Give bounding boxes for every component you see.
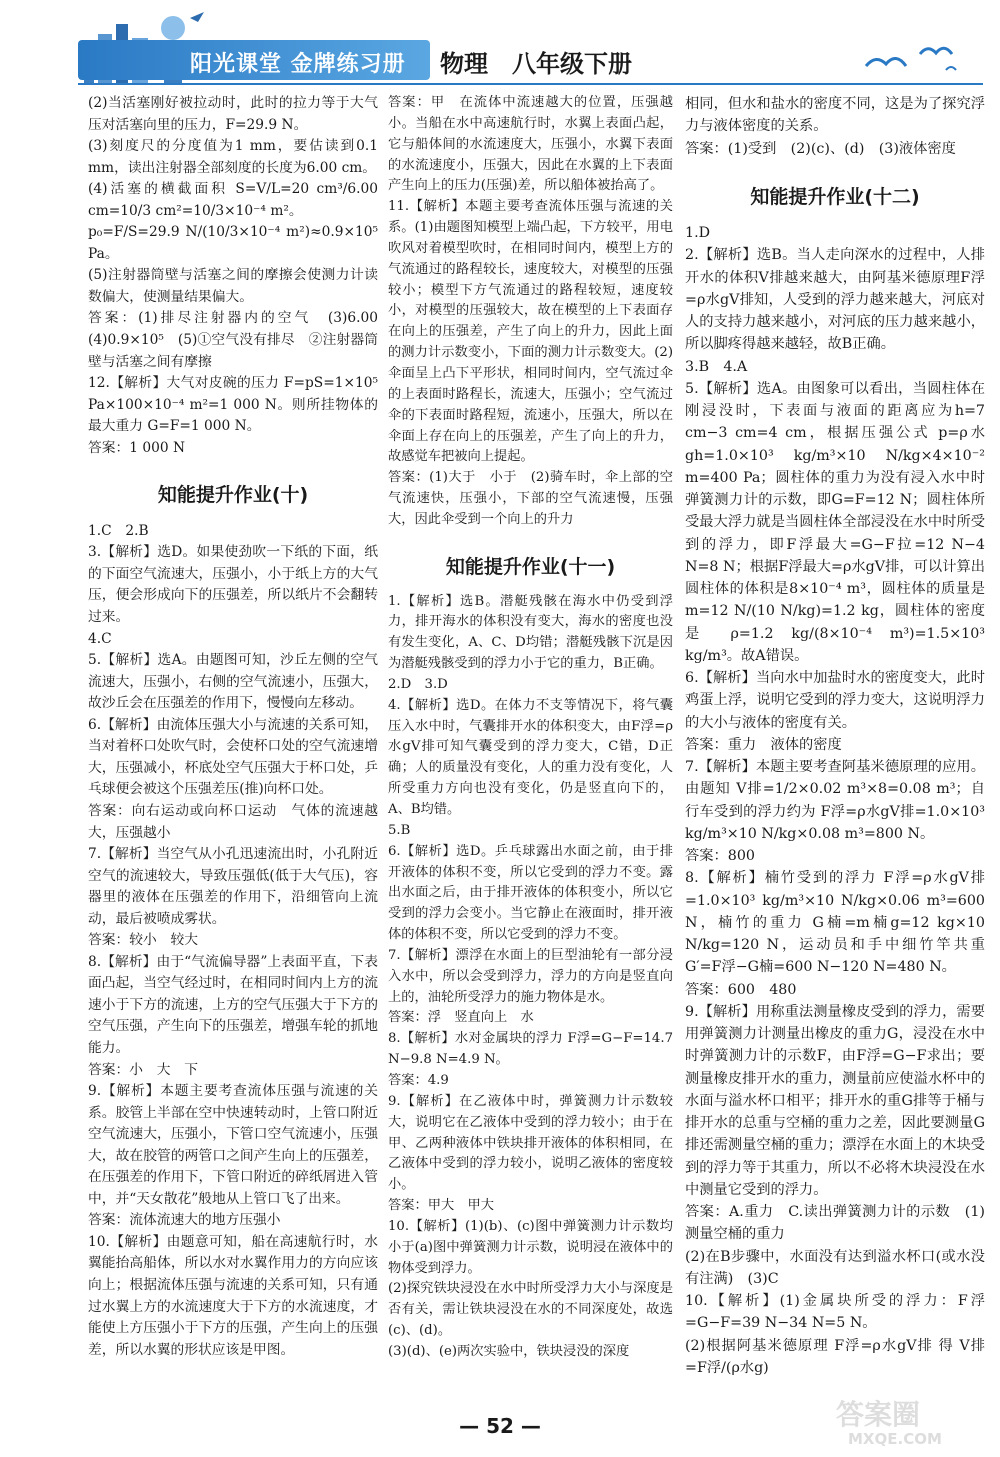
answer-paragraph: 2.D 3.D xyxy=(388,676,448,692)
answer-paragraph: 相同，但水和盐水的密度不同，这是为了探究浮力与液体密度的关系。 xyxy=(685,96,985,135)
svg-text:MXQE.COM: MXQE.COM xyxy=(848,1430,942,1448)
answer-paragraph: 5.【解析】选A。由图象可以看出，当圆柱体在刚浸没时，下表面与液面的距离应为h=7 cm−3 cm=4 cm，根据压强公式 p=ρ水gh=1.0×10³ kg/m³×10 N/kg×4×10⁻² m=400 Pa；圆柱体的重力为没有浸入水中时弹簧测力计的示数，即G=F=12 N；圆柱体所受最大浮力就是当圆柱体全部浸没在水中时所受到的浮力，即F浮最大=G−F拉=12 N−4 N=8 N；根据F浮最大=ρ水gV排，可以计算出圆柱体的体积是8×10⁻⁴ m³，圆柱体的质量是 m=12 N/(10 N/kg)=1.2 kg，圆柱体的密度是 ρ=1.2 kg/(8×10⁻⁴ m³)=1.5×10³ kg/m³。故A错误。 xyxy=(685,380,985,664)
answer-paragraph: (3)(d)、(e)两次实验中，铁块浸没的深度 xyxy=(388,1343,630,1359)
answer-paragraph: 答案：(1)大于 小于 (2)骑车时，伞上部的空气流速快，压强小，下部的空气流速慢，压强大，因此伞受到一个向上的升力 xyxy=(388,470,673,527)
answer-paragraph: 4.C xyxy=(88,630,112,647)
answer-paragraph: 答案：向右运动或向杯口运动 气体的流速越大，压强越小 xyxy=(88,802,378,841)
answer-paragraph: 答案：4.9 xyxy=(388,1072,449,1088)
answer-paragraph: 7.【解析】当空气从小孔迅速流出时，小孔附近空气的流速较大，导致压强低(低于大气压)，容器里的液体在压强差的作用下，沿细管向上流动，最后被喷成雾状。 xyxy=(88,846,378,927)
answer-paragraph: 9.【解析】在乙液体中时，弹簧测力计示数较大，说明它在乙液体中受到的浮力较小；由于在甲、乙两种液体中铁块排开液体的体积相同，在乙液体中受到的浮力较小，说明乙液体的密度较小。 xyxy=(388,1093,673,1193)
brand-title: 阳光课堂 金牌练习册 xyxy=(190,52,406,77)
flying-birds-icon xyxy=(860,40,970,76)
answer-paragraph: 答案：较小 较大 xyxy=(88,932,199,949)
answer-paragraph: 12.【解析】大气对皮碗的压力 F=pS=1×10⁵ Pa×100×10⁻⁴ m²=1 000 N。则所挂物体的最大重力 G=F=1 000 N。 xyxy=(88,375,378,435)
answer-paragraph: (5)注射器筒壁与活塞之间的摩擦会使测力计读数偏大，使测量结果偏大。 xyxy=(88,267,378,305)
header-rule xyxy=(78,83,983,85)
answer-paragraph: (4)活塞的横截面积 S=V/L=20 cm³/6.00 cm=10/3 cm²=10/3×10⁻⁴ m²。 xyxy=(88,181,378,219)
column-middle xyxy=(388,93,673,1363)
answer-paragraph: (2)当活塞刚好被拉动时，此时的拉力等于大气压对活塞向里的压力，F=29.9 N。 xyxy=(88,95,378,133)
answer-paragraph: 8.【解析】楠竹受到的浮力 F浮=ρ水gV排=1.0×10³ kg/m³×10 N/kg×0.06 m³=600 N，楠竹的重力 G楠=m楠g=12 kg×10 N/kg=120 N，运动员和手中细竹竿共重 G′=F浮−G楠=600 N−120 N=480 N。 xyxy=(685,870,985,976)
answer-paragraph: 10.【解析】(1)(b)、(c)图中弹簧测力计示数均小于(a)图中弹簧测力计示数，说明浸在液体中的物体受到浮力。 xyxy=(388,1218,673,1276)
answer-paragraph: 答案：600 480 xyxy=(685,981,797,998)
answer-paragraph: 3.B 4.A xyxy=(685,358,748,375)
answer-paragraph: 4.【解析】选D。在体力不支等情况下，将气囊压入水中时，气囊排开水的体积变大，由F浮=ρ水gV排可知气囊受到的浮力变大，C错，D正确；人的质量没有变化，人的重力没有变化，人所受重力方向也没有变化，仍是竖直向下的，A、B均错。 xyxy=(388,697,673,817)
section-heading: 知能提升作业(十二) xyxy=(750,185,920,208)
answer-paragraph: 2.【解析】选B。当人走向深水的过程中，人排开水的体积V排越来越大，由阿基米德原理F浮=ρ水gV排知，人受到的浮力越来越大，河底对人的支持力越来越小，对河底的压力越来越小，所以脚疼得越来越轻，故B正确。 xyxy=(685,247,985,353)
answer-paragraph: 7.【解析】漂浮在水面上的巨型油轮有一部分浸入水中，所以会受到浮力，浮力的方向是竖直向上的，油轮所受浮力的施力物体是水。 xyxy=(388,947,673,1005)
answer-paragraph: 8.【解析】由于“气流偏导器”上表面平直，下表面凸起，当空气经过时，在相同时间内上方的流速小于下方的流速，上方的空气压强大于下方的空气压强，产生向下的压强差，增强车轮的抓地能力。 xyxy=(88,953,378,1056)
section-heading: 知能提升作业(十一) xyxy=(445,555,616,578)
answer-paragraph: 答案：浮 竖直向上 水 xyxy=(388,1010,534,1026)
answer-paragraph: 答案：甲大 甲大 xyxy=(388,1198,495,1214)
answer-paragraph: 10.【解析】由题意可知，船在高速航行时，水翼能抬高船体，所以水对水翼作用力的方向应该向上；根据流体压强与流速的关系可知，只有通过水翼上方的水流速度大于下方的水流速度，才能使上方压强小于下方的压强，产生向上的压强差，所以水翼的形状应该是甲图。 xyxy=(88,1233,378,1358)
answer-paragraph: 10.【解析】(1)金属块所受的浮力：F浮=G−F=39 N−34 N=5 N。 xyxy=(685,1293,985,1332)
section-heading: 知能提升作业(十) xyxy=(157,484,309,507)
svg-text:答案圈: 答案圈 xyxy=(836,1398,921,1431)
answer-paragraph: 8.【解析】水对金属块的浮力 F浮=G−F=14.7 N−9.8 N=4.9 N。 xyxy=(388,1031,673,1068)
answer-paragraph: 1.【解析】选B。潜艇残骸在海水中仍受到浮力，排开海水的体积没有变大，海水的密度也没有发生变化，A、C、D均错；潜艇残骸下沉是因为潜艇残骸受到的浮力小于它的重力，B正确。 xyxy=(388,593,673,672)
answer-paragraph: 6.【解析】当向水中加盐时水的密度变大，此时鸡蛋上浮，说明它受到的浮力变大，这说明浮力的大小与液体的密度有关。 xyxy=(685,670,985,731)
answer-paragraph: 答案：800 xyxy=(685,848,755,864)
answer-paragraph: 1.D xyxy=(685,225,711,241)
answer-paragraph: (2)在B步骤中，水面没有达到溢水杯口(或水没有注满) (3)C xyxy=(685,1248,985,1287)
answer-paragraph: 答案：1 000 N xyxy=(88,439,186,456)
answer-paragraph: 7.【解析】本题主要考查阿基米德原理的应用。由题知 V排=1/2×0.02 m³×8=0.08 m³；自行车受到的浮力约为 F浮=ρ水gV排=1.0×10³ kg/m³×10 N/kg×0.08 m³=800 N。 xyxy=(685,759,985,842)
page-number: — 52 — xyxy=(459,1414,541,1438)
column-left xyxy=(88,93,392,1361)
answer-paragraph: 答案：A.重力 C.读出弹簧测力计的示数 (1)测量空桶的重力 xyxy=(685,1204,985,1243)
subject-title: 物理 八年级下册 xyxy=(440,50,632,78)
answer-paragraph: 5.B xyxy=(388,822,411,838)
answer-paragraph: 答案：甲 在流体中流速越大的位置，压强越小。当船在水中高速航行时，水翼上表面凸起，它与船体间的水流速度大，压强小，水翼下表面的水流速度小，压强大，因此在水翼的上下表面产生向上的压力(压强)差，所以船体被抬高了。 xyxy=(388,95,673,194)
answer-paragraph: 9.【解析】本题主要考查流体压强与流速的关系。胶管上半部在空中快速转动时，上管口附近空气流速大，压强小，下管口空气流速小，压强大，故在胶管的两管口之间产生向上的压强差，在压强差的作用下，下管口附近的碎纸屑进入管中，并“天女散花”般地从上管口飞了出来。 xyxy=(88,1083,378,1207)
answer-paragraph: 答案：(1)排尽注射器内的空气 (3)6.00 (4)0.9×10⁵ (5)①空气没有排尽 ②注射器筒壁与活塞之间有摩擦 xyxy=(88,310,392,370)
answer-paragraph: 5.【解析】选A。由题图可知，沙丘左侧的空气流速大，压强小，右侧的空气流速小，压强大，故沙丘会在压强差的作用下，慢慢向左移动。 xyxy=(88,652,378,712)
answer-paragraph: 9.【解析】用称重法测量橡皮受到的浮力，需要用弹簧测力计测量出橡皮的重力G，浸没在水中时弹簧测力计的示数F，由F浮=G−F求出；要测量橡皮排开水的重力，测量前应使溢水杯中的水面与溢水杯口相平；排开水的重G排等于桶与排开水的总重与空桶的重力之差，因此要测量G排还需测量空桶的重力；漂浮在水面上的木块受到的浮力等于其重力，所以不必将木块浸没在水中测量它受到的浮力。 xyxy=(685,1003,985,1198)
answer-paragraph: 答案：流体流速大的地方压强小 xyxy=(88,1212,281,1229)
answer-paragraph: 3.【解析】选D。如果使劲吹一下纸的下面，纸的下面空气流速大，压强小，小于纸上方的大气压，便会形成向下的压强差，所以纸片不会翻转过来。 xyxy=(88,544,378,626)
answer-paragraph: 答案：小 大 下 xyxy=(88,1061,199,1078)
watermark-logo xyxy=(826,1390,986,1450)
answer-paragraph: 6.【解析】选D。乒乓球露出水面之前，由于排开液体的体积不变，所以它受到的浮力不变。露出水面之后，由于排开液体的体积变小，所以它受到的浮力会变小。当它静止在液面时，排开液体的体积不变，所以它受到的浮力不变。 xyxy=(388,843,673,943)
answer-paragraph: 11.【解析】本题主要考查流体压强与流速的关系。(1)由题图知模型上端凸起，下方较平，用电吹风对着模型吹时，在相同时间内，模型上方的气流通过的路程较长，速度较大，对模型的压强较小；模型下方气流通过的路程较短，速度较小，对模型的压强较大，故在模型的上下表面存在向上的压强差，产生了向上的升力，因此上面的测力计示数变小，下面的测力计示数变大。(2)伞面呈上凸下平形状，相同时间内，空气流过伞的上表面时路程长，流速大，压强小；空气流过伞的下表面时路程短，流速小，压强大，所以在伞面上存在向上的压强差，产生了向上的升力，故感觉车把被向上提起。 xyxy=(388,199,673,465)
answer-paragraph: (2)探究铁块浸没在水中时所受浮力大小与深度是否有关，需让铁块浸没在水的不同深度处，故选(c)、(d)。 xyxy=(388,1281,673,1339)
answer-paragraph: 答案：(1)受到 (2)(c)、(d) (3)液体密度 xyxy=(685,140,956,157)
answer-paragraph: p₀=F/S=29.9 N/(10/3×10⁻⁴ m²)≈0.9×10⁵ Pa。 xyxy=(88,224,378,262)
column-right xyxy=(685,93,985,1379)
answer-paragraph: (2)根据阿基米德原理 F浮=ρ水gV排 得 V排=F浮/(ρ水g) xyxy=(685,1337,985,1376)
answer-paragraph: 答案：重力 液体的密度 xyxy=(685,736,842,753)
answer-paragraph: 6.【解析】由流体压强大小与流速的关系可知，当对着杯口处吹气时，会使杯口处的空气流速增大，压强减小，杯底处空气压强大于杯口处，乒乓球便会被这个压强差压(推)向杯口处。 xyxy=(88,716,378,798)
answer-paragraph: 1.C 2.B xyxy=(88,522,149,539)
answer-paragraph: (3)刻度尺的分度值为1 mm，要估读到0.1 mm，读出注射器全部刻度的长度为6.00 cm。 xyxy=(88,138,378,176)
page-header xyxy=(0,0,1000,90)
